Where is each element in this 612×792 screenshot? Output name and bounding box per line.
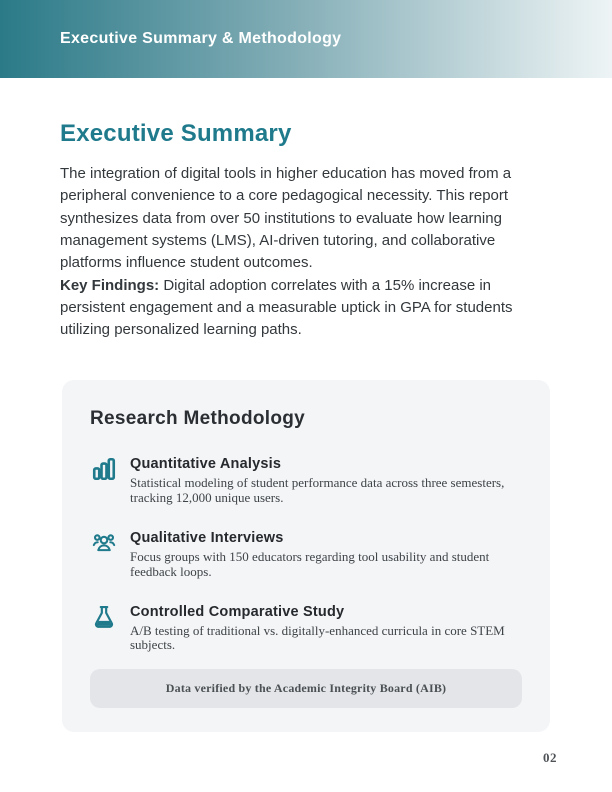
page-content [0,120,612,732]
method-item-description: Statistical modeling of student performance data across three semesters, tracking 12,000 unique users. [130,474,505,505]
verification-note-bar: Data verified by the Academic Integrity Board (AIB) [90,669,522,708]
key-findings-label: Key Findings: [60,276,160,294]
flask-icon [90,604,117,631]
method-item-title: Quantitative Analysis [130,455,282,472]
key-findings-text: Digital adoption correlates with a 15% increase in persistent engagement and a measurable uptick in GPA for students utilizing personalized learning paths. [60,276,513,339]
methodology-heading: Research Methodology [90,407,306,429]
summary-paragraph: The integration of digital tools in higher education has moved from a peripheral convenience to a core pedagogical necessity. This report synthesizes data from over 50 institutions to evaluate how learning management systems (LMS), AI-driven tutoring, and collaborative platforms influence student outcomes. [60,165,512,272]
method-item-description: A/B testing of traditional vs. digitally-enhanced curricula in core STEM subjects. [130,622,505,653]
method-item-text [130,456,522,506]
method-item-title: Qualitative Interviews [130,529,284,546]
executive-summary-text [60,163,553,342]
method-item-text [130,604,522,654]
page-header-banner [0,0,612,78]
list-item [90,456,522,506]
method-item-description: Focus groups with 150 educators regarding tool usability and student feedback loops. [130,548,490,579]
methodology-list [90,456,522,654]
research-methodology-card [62,380,550,733]
method-item-title: Controlled Comparative Study [130,603,345,620]
list-item [90,604,522,654]
page-number: 02 [543,750,557,765]
list-item [90,530,522,580]
bar-chart-icon [90,456,117,483]
people-group-icon [90,530,117,557]
executive-summary-heading: Executive Summary [60,120,292,147]
header-title: Executive Summary & Methodology [60,30,342,47]
method-item-text [130,530,522,580]
